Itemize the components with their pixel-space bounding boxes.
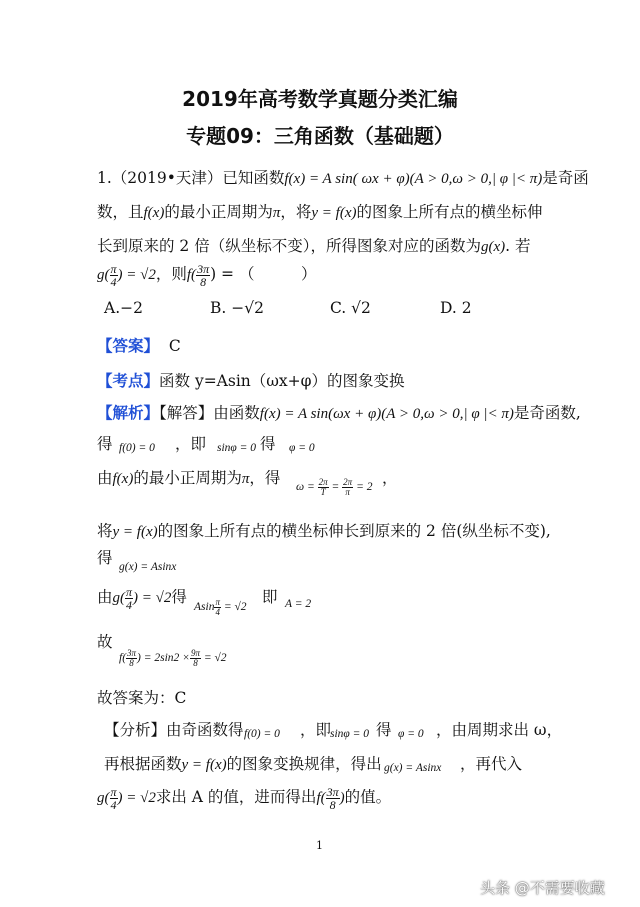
ji-text-2: 即 xyxy=(262,588,278,606)
math: f( xyxy=(316,790,326,806)
text: . 若 xyxy=(505,237,531,255)
summary-ji: ，即 xyxy=(300,721,332,739)
summary-line-2 xyxy=(104,752,382,774)
num: 3π xyxy=(326,784,339,799)
option-b: B. −√2 xyxy=(210,299,264,317)
omega-eq xyxy=(296,478,372,497)
text: 是奇函数, xyxy=(513,404,581,422)
fraction xyxy=(342,478,353,497)
analysis-line-5 xyxy=(97,585,187,611)
text: 再根据函数 xyxy=(104,755,182,773)
math: ) = √2 xyxy=(133,590,172,606)
page-number: 1 xyxy=(316,839,323,852)
analysis-line-2 xyxy=(97,432,113,454)
math: = √2 xyxy=(223,601,247,614)
question-line-2 xyxy=(97,200,543,222)
num: π xyxy=(215,597,220,607)
fraction xyxy=(196,263,210,288)
math: = xyxy=(331,481,340,494)
question-number: 1.（2019•天津）已知函数 xyxy=(97,169,285,187)
math: g( xyxy=(97,267,110,283)
fraction xyxy=(318,478,329,497)
math: f( xyxy=(186,267,197,283)
math: ) = 2sin2 × xyxy=(137,652,190,665)
summary-line-3 xyxy=(97,785,391,811)
question-odd: 是奇函 xyxy=(542,169,589,187)
option-d: D. 2 xyxy=(440,299,472,317)
fraction xyxy=(214,598,221,617)
summary-phi: φ = 0 xyxy=(398,728,424,740)
fraction xyxy=(125,586,133,611)
summary-de: 得 xyxy=(376,721,392,739)
num: 9π xyxy=(190,648,200,658)
summary-sinphi: sinφ = 0 xyxy=(330,728,370,740)
math: f(x) = A sin(ωx + φ)(A > 0,ω > 0,| φ |< π) xyxy=(259,406,514,422)
den: 8 xyxy=(329,797,336,812)
comma: ， xyxy=(382,469,398,487)
den: 4 xyxy=(110,797,117,812)
analysis-line-3 xyxy=(97,466,280,488)
text: 的最小正周期为 xyxy=(164,203,273,221)
text: ，将 xyxy=(280,203,312,221)
question-line-4 xyxy=(97,262,316,288)
text: 【解答】由函数 xyxy=(159,404,260,422)
math: = 2 xyxy=(356,481,373,494)
text: 长到原来的 2 倍（纵坐标不变），所得图象对应的函数为 xyxy=(97,237,481,255)
analysis-line-4 xyxy=(97,519,551,541)
math: g(x) xyxy=(480,239,506,255)
math: π xyxy=(272,205,281,221)
page-subtitle: 专题09：三角函数（基础题） xyxy=(186,124,454,148)
gx-eq: g(x) = Asinx xyxy=(119,561,177,573)
text: ，则 xyxy=(155,265,187,283)
den: 4 xyxy=(215,607,220,617)
text: 求出 A 的值，进而得出 xyxy=(155,788,317,806)
topic-line xyxy=(97,369,405,391)
den: 4 xyxy=(126,597,133,612)
math: f(x) xyxy=(112,471,134,487)
num: 2π xyxy=(343,477,353,487)
den: T xyxy=(320,487,326,497)
answer-value: C xyxy=(168,337,181,355)
text: ) = （ ） xyxy=(210,265,317,283)
text: 的图象上所有点的横坐标伸 xyxy=(356,203,543,221)
num: 2π xyxy=(318,477,328,487)
fraction xyxy=(110,263,118,288)
text: 得 xyxy=(97,435,113,453)
text: 的值。 xyxy=(344,788,392,806)
analysis-line-1 xyxy=(97,401,581,423)
summary-end: ，由周期求出 ω， xyxy=(436,721,563,739)
question-line-1 xyxy=(97,166,589,188)
den: 8 xyxy=(200,274,207,289)
fraction xyxy=(190,649,201,668)
question-function: f(x) = A sin( ωx + φ)(A > 0,ω > 0,| φ |< π) xyxy=(284,171,543,187)
a-eq: A = 2 xyxy=(285,598,312,610)
math: ) = √2 xyxy=(117,267,156,283)
math: y = f(x) xyxy=(112,524,158,540)
final-answer: 故答案为：C xyxy=(97,689,187,707)
phi-eq: φ = 0 xyxy=(289,442,315,454)
fraction xyxy=(126,649,137,668)
text: 得 xyxy=(171,588,187,606)
math: y = f(x) xyxy=(311,205,357,221)
math: = √2 xyxy=(203,652,227,665)
close-paren: ) xyxy=(339,790,345,806)
math: π xyxy=(241,471,250,487)
math: f( xyxy=(119,652,127,665)
text: 数，且 xyxy=(97,203,144,221)
math: ) = √2 xyxy=(117,790,156,806)
option-a: A.−2 xyxy=(104,299,143,317)
math: g( xyxy=(112,590,126,606)
summary-line-1: 【分析】由奇函数得 xyxy=(104,721,244,739)
text: 的最小正周期为 xyxy=(133,469,242,487)
de-text: 得 xyxy=(260,435,276,453)
summary-l2-end: ，再代入 xyxy=(460,755,523,773)
num: 3π xyxy=(127,648,137,658)
num: 3π xyxy=(197,261,210,276)
page-title: 2019年高考数学真题分类汇编 xyxy=(182,87,458,111)
num: π xyxy=(126,584,133,599)
fraction xyxy=(110,786,118,811)
gu-text: 故 xyxy=(97,633,113,651)
fraction xyxy=(326,786,340,811)
analysis-label: 【解析】 xyxy=(97,403,160,422)
watermark: 头条 @不需要收藏 xyxy=(480,879,605,897)
topic-label: 【考点】 xyxy=(97,371,160,390)
text: 的图象上所有点的横坐标伸长到原来的 2 倍(纵坐标不变), xyxy=(157,522,551,540)
final-eq xyxy=(119,649,227,668)
text: 由 xyxy=(97,588,113,606)
option-c: C. √2 xyxy=(330,299,371,317)
summary-gx: g(x) = Asinx xyxy=(384,762,442,774)
asin-eq xyxy=(194,598,247,617)
topic-text: 函数 y=Asin（ωx+φ）的图象变换 xyxy=(159,372,405,390)
f0-eq: f(0) = 0 xyxy=(119,442,155,454)
den: 4 xyxy=(110,274,117,289)
math: Asin xyxy=(194,601,215,614)
question-line-3 xyxy=(97,234,530,256)
answer-line xyxy=(97,334,181,356)
math: g( xyxy=(97,790,110,806)
den: 8 xyxy=(193,658,198,668)
den: π xyxy=(345,487,350,497)
num: π xyxy=(110,261,117,276)
de-text-2: 得 xyxy=(97,549,113,567)
text: ，得 xyxy=(249,469,281,487)
summary-f0: f(0) = 0 xyxy=(244,728,280,740)
sinphi-eq: sinφ = 0 xyxy=(217,442,257,454)
text: 由 xyxy=(97,469,113,487)
text: 将 xyxy=(97,522,113,540)
num: π xyxy=(110,784,117,799)
text: 的图象变换规律，得出 xyxy=(226,755,382,773)
math: f(x) xyxy=(143,205,165,221)
den: 8 xyxy=(129,658,134,668)
ji-text: ，即 xyxy=(175,435,207,453)
answer-label: 【答案】 xyxy=(97,336,160,355)
math: y = f(x) xyxy=(181,757,227,773)
math: ω = xyxy=(296,481,315,494)
